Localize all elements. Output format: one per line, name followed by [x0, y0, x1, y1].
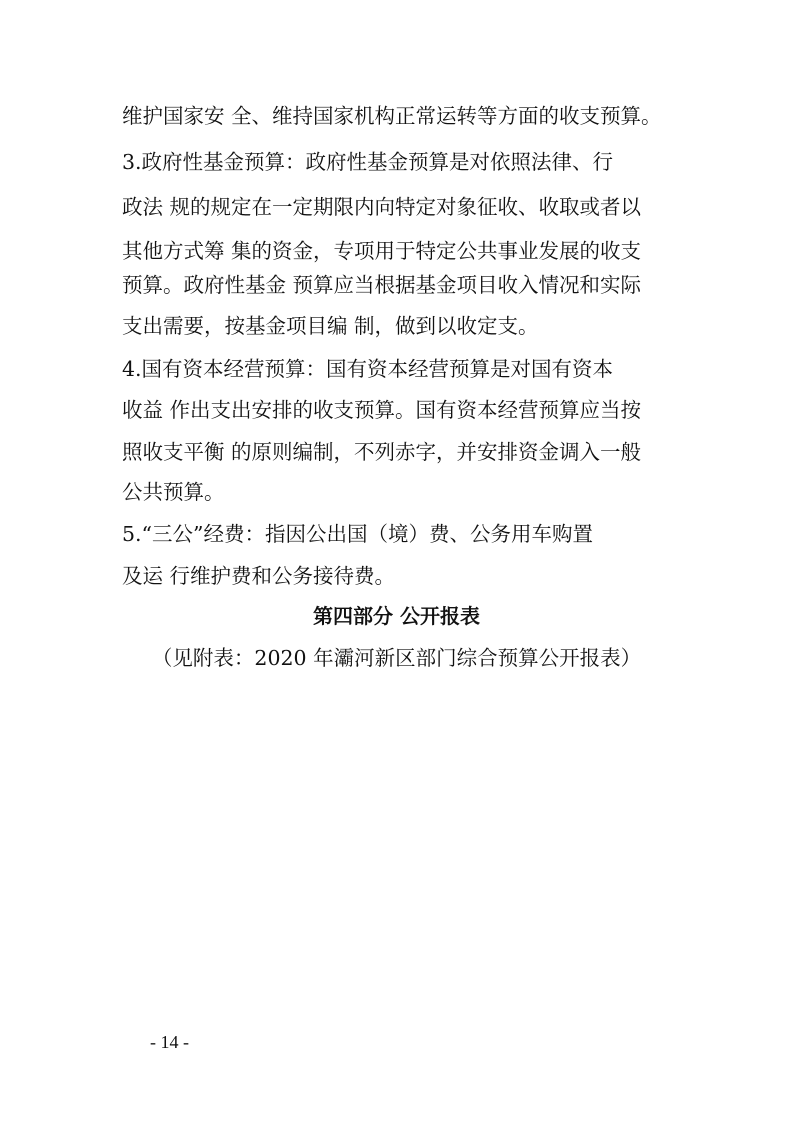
text-line: 3.政府性基金预算：政府性基金预算是对依照法律、行 [122, 150, 614, 174]
text-line: 支出需要，按基金项目编 制，做到以收定支。 [122, 314, 539, 338]
appendix-note: （见附表：2020 年灞河新区部门综合预算公开报表） [151, 646, 642, 670]
text-line: 5.“三公”经费：指因公出国（境）费、公务用车购置 [122, 522, 594, 546]
text-line: 收益 作出支出安排的收支预算。国有资本经营预算应当按 [122, 398, 642, 422]
text-line: 及运 行维护费和公务接待费。 [122, 564, 396, 588]
text-line: 政法 规的规定在一定期限内向特定对象征收、收取或者以 [122, 195, 642, 219]
section-heading: 第四部分 公开报表 [313, 604, 480, 628]
page-number: - 14 - [150, 1032, 189, 1052]
text-line: 维护国家安 全、维持国家机构正常运转等方面的收支预算。 [122, 104, 662, 128]
text-line: 照收支平衡 的原则编制，不列赤字，并安排资金调入一般 [122, 440, 642, 464]
text-line: 公共预算。 [122, 480, 225, 504]
text-line: 预算。政府性基金 预算应当根据基金项目收入情况和实际 [122, 273, 642, 297]
text-line: 4.国有资本经营预算：国有资本经营预算是对国有资本 [122, 357, 614, 381]
text-line: 其他方式筹 集的资金，专项用于特定公共事业发展的收支 [122, 239, 642, 263]
